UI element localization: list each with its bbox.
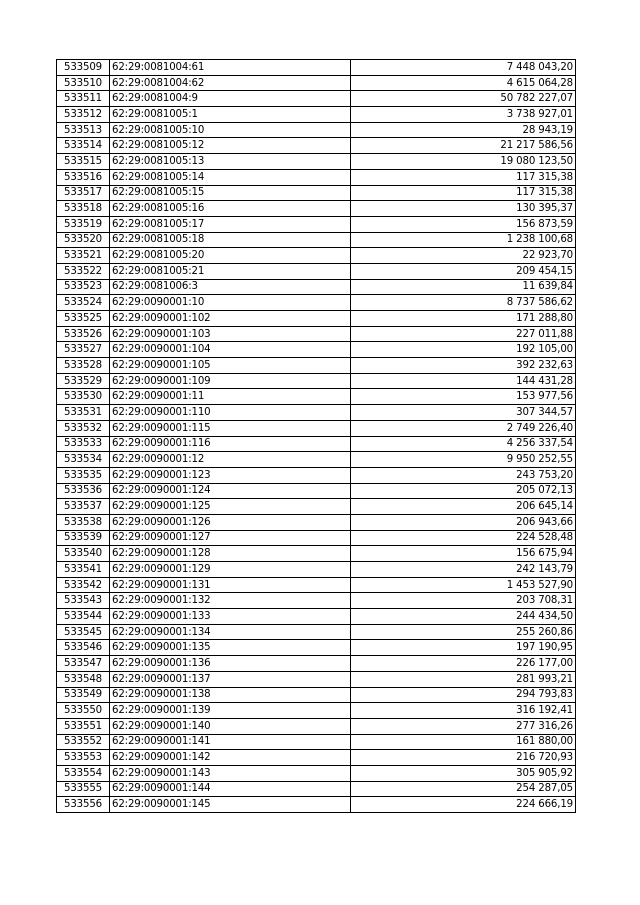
cadastral-value-cell: 9 950 252,55	[351, 452, 576, 468]
cadastral-number-cell: 62:29:0090001:10	[110, 295, 351, 311]
cadastral-number-cell: 62:29:0081004:61	[110, 60, 351, 76]
cadastral-number-cell: 62:29:0090001:115	[110, 420, 351, 436]
table-row	[57, 765, 576, 781]
cadastral-number-cell: 62:29:0081005:1	[110, 107, 351, 123]
cadastral-value-cell: 242 143,79	[351, 562, 576, 578]
cadastral-number-cell: 62:29:0090001:11	[110, 389, 351, 405]
table-row	[57, 750, 576, 766]
table-row	[57, 797, 576, 813]
cadastral-number-cell: 62:29:0090001:144	[110, 781, 351, 797]
table-row	[57, 703, 576, 719]
table-row	[57, 420, 576, 436]
row-number-cell: 533555	[57, 781, 110, 797]
cadastral-number-cell: 62:29:0081005:12	[110, 138, 351, 154]
row-number-cell: 533549	[57, 687, 110, 703]
table-row	[57, 358, 576, 374]
row-number-cell: 533513	[57, 122, 110, 138]
row-number-cell: 533539	[57, 530, 110, 546]
cadastral-value-cell: 216 720,93	[351, 750, 576, 766]
cadastral-number-cell: 62:29:0090001:127	[110, 530, 351, 546]
table-row	[57, 467, 576, 483]
row-number-cell: 533523	[57, 279, 110, 295]
cadastral-value-cell: 1 453 527,90	[351, 577, 576, 593]
table-row	[57, 60, 576, 76]
row-number-cell: 533509	[57, 60, 110, 76]
cadastral-number-cell: 62:29:0090001:125	[110, 499, 351, 515]
cadastral-number-cell: 62:29:0081005:21	[110, 263, 351, 279]
cadastral-value-cell: 11 639,84	[351, 279, 576, 295]
cadastral-number-cell: 62:29:0081004:9	[110, 91, 351, 107]
cadastral-value-cell: 224 666,19	[351, 797, 576, 813]
cadastral-value-cell: 50 782 227,07	[351, 91, 576, 107]
cadastral-value-cell: 316 192,41	[351, 703, 576, 719]
row-number-cell: 533511	[57, 91, 110, 107]
cadastral-number-cell: 62:29:0081005:16	[110, 201, 351, 217]
row-number-cell: 533519	[57, 216, 110, 232]
table-row	[57, 483, 576, 499]
cadastral-number-cell: 62:29:0090001:136	[110, 656, 351, 672]
cadastral-value-cell: 203 708,31	[351, 593, 576, 609]
table-row	[57, 671, 576, 687]
table-row	[57, 295, 576, 311]
cadastral-value-cell: 1 238 100,68	[351, 232, 576, 248]
row-number-cell: 533545	[57, 624, 110, 640]
table-row	[57, 499, 576, 515]
table-row	[57, 138, 576, 154]
table-row	[57, 154, 576, 170]
row-number-cell: 533518	[57, 201, 110, 217]
table-row	[57, 216, 576, 232]
row-number-cell: 533552	[57, 734, 110, 750]
row-number-cell: 533543	[57, 593, 110, 609]
cadastral-number-cell: 62:29:0090001:142	[110, 750, 351, 766]
cadastral-number-cell: 62:29:0090001:139	[110, 703, 351, 719]
cadastral-value-cell: 305 905,92	[351, 765, 576, 781]
row-number-cell: 533551	[57, 718, 110, 734]
cadastral-value-cell: 205 072,13	[351, 483, 576, 499]
cadastral-number-cell: 62:29:0090001:105	[110, 358, 351, 374]
row-number-cell: 533541	[57, 562, 110, 578]
table-row	[57, 452, 576, 468]
cadastral-number-cell: 62:29:0081005:20	[110, 248, 351, 264]
cadastral-value-cell: 4 615 064,28	[351, 75, 576, 91]
cadastral-value-cell: 209 454,15	[351, 263, 576, 279]
cadastral-value-cell: 8 737 586,62	[351, 295, 576, 311]
cadastral-value-cell: 153 977,56	[351, 389, 576, 405]
cadastral-value-cell: 197 190,95	[351, 640, 576, 656]
table-row	[57, 530, 576, 546]
row-number-cell: 533546	[57, 640, 110, 656]
table-body	[57, 60, 576, 813]
row-number-cell: 533524	[57, 295, 110, 311]
row-number-cell: 533512	[57, 107, 110, 123]
cadastral-value-cell: 392 232,63	[351, 358, 576, 374]
row-number-cell: 533542	[57, 577, 110, 593]
row-number-cell: 533533	[57, 436, 110, 452]
cadastral-number-cell: 62:29:0081005:10	[110, 122, 351, 138]
cadastral-number-cell: 62:29:0081004:62	[110, 75, 351, 91]
cadastral-value-cell: 2 749 226,40	[351, 420, 576, 436]
cadastral-value-cell: 161 880,00	[351, 734, 576, 750]
row-number-cell: 533532	[57, 420, 110, 436]
row-number-cell: 533534	[57, 452, 110, 468]
table-row	[57, 342, 576, 358]
row-number-cell: 533554	[57, 765, 110, 781]
table-row	[57, 718, 576, 734]
row-number-cell: 533538	[57, 514, 110, 530]
cadastral-number-cell: 62:29:0081005:15	[110, 185, 351, 201]
table-row	[57, 436, 576, 452]
cadastral-value-cell: 294 793,83	[351, 687, 576, 703]
table-row	[57, 514, 576, 530]
row-number-cell: 533527	[57, 342, 110, 358]
cadastral-number-cell: 62:29:0090001:141	[110, 734, 351, 750]
row-number-cell: 533537	[57, 499, 110, 515]
table-row	[57, 75, 576, 91]
cadastral-value-cell: 28 943,19	[351, 122, 576, 138]
table-row	[57, 562, 576, 578]
row-number-cell: 533550	[57, 703, 110, 719]
cadastral-number-cell: 62:29:0090001:124	[110, 483, 351, 499]
table-row	[57, 656, 576, 672]
row-number-cell: 533536	[57, 483, 110, 499]
cadastral-number-cell: 62:29:0090001:123	[110, 467, 351, 483]
cadastral-value-cell: 255 260,86	[351, 624, 576, 640]
row-number-cell: 533548	[57, 671, 110, 687]
cadastral-value-cell: 227 011,88	[351, 326, 576, 342]
cadastral-number-cell: 62:29:0090001:128	[110, 546, 351, 562]
cadastral-value-cell: 307 344,57	[351, 405, 576, 421]
row-number-cell: 533521	[57, 248, 110, 264]
cadastral-number-cell: 62:29:0090001:116	[110, 436, 351, 452]
table-row	[57, 781, 576, 797]
cadastral-value-cell: 254 287,05	[351, 781, 576, 797]
table-row	[57, 734, 576, 750]
cadastral-value-cell: 206 943,66	[351, 514, 576, 530]
row-number-cell: 533510	[57, 75, 110, 91]
row-number-cell: 533528	[57, 358, 110, 374]
table-row	[57, 640, 576, 656]
cadastral-value-cell: 3 738 927,01	[351, 107, 576, 123]
cadastral-value-cell: 244 434,50	[351, 609, 576, 625]
cadastral-value-cell: 243 753,20	[351, 467, 576, 483]
cadastral-value-cell: 21 217 586,56	[351, 138, 576, 154]
row-number-cell: 533553	[57, 750, 110, 766]
cadastral-value-cell: 226 177,00	[351, 656, 576, 672]
table-row	[57, 577, 576, 593]
cadastral-number-cell: 62:29:0090001:133	[110, 609, 351, 625]
cadastral-number-cell: 62:29:0090001:129	[110, 562, 351, 578]
cadastral-number-cell: 62:29:0090001:138	[110, 687, 351, 703]
cadastral-number-cell: 62:29:0090001:145	[110, 797, 351, 813]
row-number-cell: 533526	[57, 326, 110, 342]
cadastral-value-cell: 144 431,28	[351, 373, 576, 389]
cadastral-value-cell: 22 923,70	[351, 248, 576, 264]
row-number-cell: 533530	[57, 389, 110, 405]
row-number-cell: 533515	[57, 154, 110, 170]
cadastral-value-cell: 171 288,80	[351, 311, 576, 327]
cadastral-number-cell: 62:29:0090001:110	[110, 405, 351, 421]
row-number-cell: 533535	[57, 467, 110, 483]
table-row	[57, 405, 576, 421]
row-number-cell: 533522	[57, 263, 110, 279]
table-row	[57, 107, 576, 123]
row-number-cell: 533547	[57, 656, 110, 672]
cadastral-number-cell: 62:29:0090001:137	[110, 671, 351, 687]
cadastral-number-cell: 62:29:0090001:132	[110, 593, 351, 609]
cadastral-value-cell: 281 993,21	[351, 671, 576, 687]
cadastral-number-cell: 62:29:0090001:131	[110, 577, 351, 593]
cadastral-number-cell: 62:29:0081006:3	[110, 279, 351, 295]
table-row	[57, 609, 576, 625]
cadastral-number-cell: 62:29:0090001:109	[110, 373, 351, 389]
cadastral-number-cell: 62:29:0090001:12	[110, 452, 351, 468]
cadastral-value-cell: 206 645,14	[351, 499, 576, 515]
cadastral-value-cell: 117 315,38	[351, 169, 576, 185]
cadastral-number-cell: 62:29:0090001:103	[110, 326, 351, 342]
cadastral-value-cell: 277 316,26	[351, 718, 576, 734]
cadastral-value-cell: 130 395,37	[351, 201, 576, 217]
row-number-cell: 533516	[57, 169, 110, 185]
cadastral-value-cell: 19 080 123,50	[351, 154, 576, 170]
row-number-cell: 533525	[57, 311, 110, 327]
cadastral-value-cell: 156 873,59	[351, 216, 576, 232]
cadastral-number-cell: 62:29:0081005:17	[110, 216, 351, 232]
table-row	[57, 169, 576, 185]
row-number-cell: 533529	[57, 373, 110, 389]
table-row	[57, 185, 576, 201]
table-row	[57, 122, 576, 138]
cadastral-number-cell: 62:29:0090001:135	[110, 640, 351, 656]
cadastral-value-cell: 4 256 337,54	[351, 436, 576, 452]
table-row	[57, 279, 576, 295]
table-row	[57, 326, 576, 342]
cadastral-value-cell: 117 315,38	[351, 185, 576, 201]
table-row	[57, 311, 576, 327]
cadastral-number-cell: 62:29:0090001:143	[110, 765, 351, 781]
table-row	[57, 263, 576, 279]
cadastral-number-cell: 62:29:0090001:134	[110, 624, 351, 640]
cadastral-value-cell: 7 448 043,20	[351, 60, 576, 76]
table-row	[57, 373, 576, 389]
cadastral-number-cell: 62:29:0090001:104	[110, 342, 351, 358]
row-number-cell: 533556	[57, 797, 110, 813]
table-row	[57, 232, 576, 248]
row-number-cell: 533544	[57, 609, 110, 625]
row-number-cell: 533531	[57, 405, 110, 421]
table-row	[57, 687, 576, 703]
cadastral-value-table	[56, 59, 576, 813]
table-row	[57, 248, 576, 264]
cadastral-value-cell: 192 105,00	[351, 342, 576, 358]
table-row	[57, 91, 576, 107]
row-number-cell: 533540	[57, 546, 110, 562]
row-number-cell: 533520	[57, 232, 110, 248]
cadastral-number-cell: 62:29:0081005:14	[110, 169, 351, 185]
table-row	[57, 624, 576, 640]
cadastral-number-cell: 62:29:0090001:102	[110, 311, 351, 327]
cadastral-value-cell: 224 528,48	[351, 530, 576, 546]
table-row	[57, 201, 576, 217]
cadastral-number-cell: 62:29:0081005:18	[110, 232, 351, 248]
row-number-cell: 533517	[57, 185, 110, 201]
table-row	[57, 546, 576, 562]
cadastral-value-cell: 156 675,94	[351, 546, 576, 562]
cadastral-number-cell: 62:29:0090001:140	[110, 718, 351, 734]
table-row	[57, 593, 576, 609]
table-row	[57, 389, 576, 405]
row-number-cell: 533514	[57, 138, 110, 154]
cadastral-number-cell: 62:29:0081005:13	[110, 154, 351, 170]
cadastral-number-cell: 62:29:0090001:126	[110, 514, 351, 530]
